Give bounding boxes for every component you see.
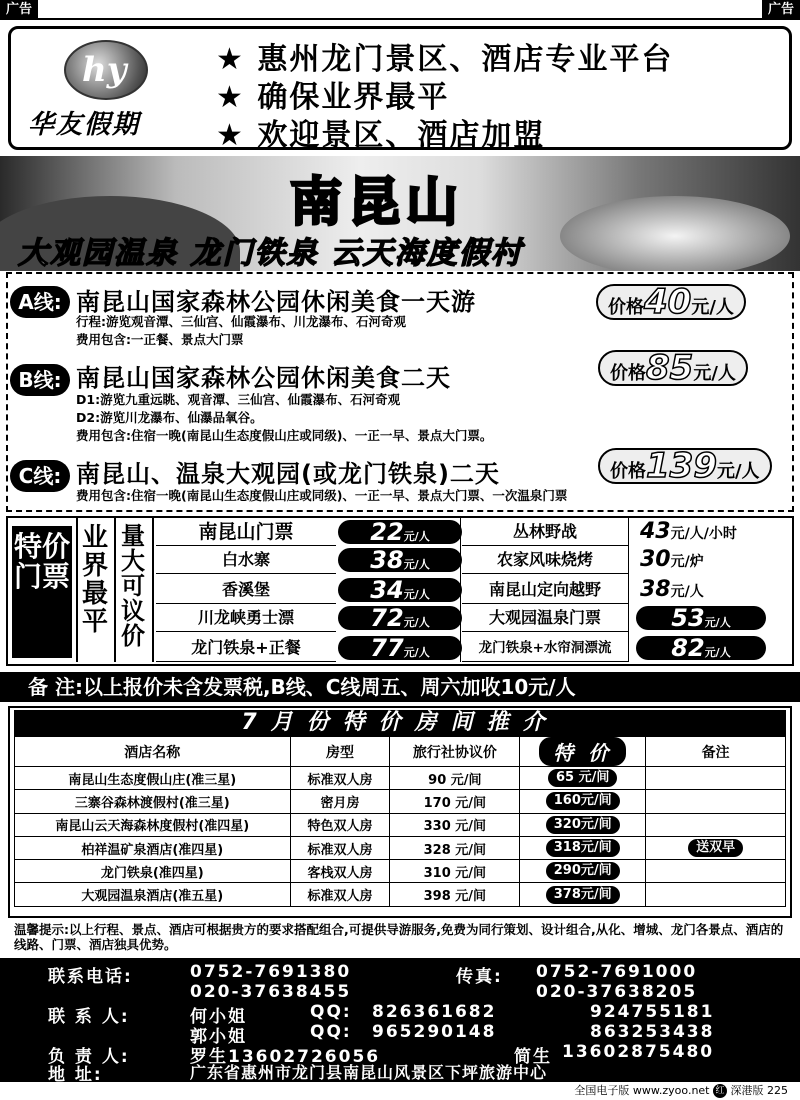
ticket-name: 南昆山门票 bbox=[156, 518, 336, 546]
ticket-name: 川龙峡勇士漂 bbox=[156, 604, 336, 632]
route-c-badge: C线: bbox=[10, 460, 70, 492]
route-c-title: 南昆山、温泉大观园(或龙门铁泉)二天 bbox=[76, 460, 500, 488]
note-bar: 备 注:以上报价未含发票税,B线、C线周五、周六加收10元/人 bbox=[0, 672, 800, 702]
ticket-price-pill bbox=[338, 636, 462, 660]
pool-shape bbox=[560, 196, 790, 271]
hotel-name-cell: 南昆山云天海森林度假村(准四星) bbox=[15, 813, 291, 836]
agency-price-cell: 398 元/间 bbox=[390, 883, 520, 906]
ticket-price-value: 38 bbox=[370, 546, 404, 574]
special-price-cell bbox=[520, 836, 646, 859]
ticket-price-value: 77 bbox=[370, 634, 404, 662]
special-price-cell bbox=[520, 860, 646, 883]
route-c-line-1: 费用包含:住宿一晚(南昆山生态度假山庄或同级)、一正一早、景点大门票、一次温泉门票 bbox=[76, 488, 568, 503]
ticket-divider bbox=[76, 518, 78, 662]
ticket-price-unit: 元/人 bbox=[704, 616, 731, 629]
ticket-price-value: 82 bbox=[671, 634, 705, 662]
ticket-price-unit: 元/人 bbox=[670, 584, 704, 600]
hotel-name-cell: 大观园温泉酒店(准五星) bbox=[15, 883, 291, 906]
tickets-col-lowest: 业界最平 bbox=[81, 523, 108, 637]
hotel-row bbox=[15, 883, 786, 906]
special-price-cell bbox=[520, 883, 646, 906]
agency-price-cell: 310 元/间 bbox=[390, 860, 520, 883]
ticket-price-pill bbox=[338, 548, 462, 572]
fax-label: 传真: bbox=[456, 967, 503, 987]
footer bbox=[0, 1082, 800, 1100]
route-b-line-1: D1:游览九重远眺、观音潭、三仙宫、仙霞瀑布、石河奇观 bbox=[76, 392, 401, 407]
col-special-price bbox=[520, 737, 646, 767]
ticket-price-unit: 元/人 bbox=[403, 588, 430, 601]
agency-price-cell: 90 元/间 bbox=[390, 767, 520, 790]
price-label: 价格 bbox=[610, 461, 646, 482]
ticket-name: 大观园温泉门票 bbox=[462, 604, 628, 632]
route-a-title: 南昆山国家森林公园休闲美食一天游 bbox=[76, 288, 476, 316]
ticket-price bbox=[640, 547, 704, 572]
tickets-side-label: 特价门票 bbox=[12, 526, 72, 658]
hotel-name-cell: 南昆山生态度假山庄(准三星) bbox=[15, 767, 291, 790]
ticket-divider bbox=[628, 518, 629, 662]
logo-mark: hy bbox=[82, 50, 127, 90]
special-price-pill: 160元/间 bbox=[546, 792, 620, 810]
route-a-price bbox=[596, 284, 746, 320]
special-price-cell bbox=[520, 790, 646, 813]
ticket-name: 丛林野战 bbox=[462, 518, 628, 546]
phone-label: 联系电话: bbox=[48, 967, 133, 987]
ticket-price-unit: 元/人 bbox=[403, 530, 430, 543]
price-value: 85 bbox=[646, 348, 694, 388]
qq-label-2: QQ: bbox=[310, 1022, 352, 1042]
hotel-row bbox=[15, 836, 786, 859]
agency-price-cell: 328 元/间 bbox=[390, 836, 520, 859]
qq-3: 924755181 bbox=[590, 1002, 715, 1022]
special-price-cell bbox=[520, 767, 646, 790]
price-label: 价格 bbox=[610, 363, 646, 384]
hotel-row bbox=[15, 860, 786, 883]
ticket-name: 农家风味烧烤 bbox=[462, 546, 628, 574]
ticket-price-unit: 元/人 bbox=[403, 558, 430, 571]
ticket-price-unit: 元/人 bbox=[403, 646, 430, 659]
person-1: 何小姐 bbox=[190, 1007, 247, 1027]
remark-cell bbox=[646, 790, 786, 813]
hotel-name-cell: 三寨谷森林渡假村(准三星) bbox=[15, 790, 291, 813]
person-label: 联 系 人: bbox=[48, 1007, 130, 1027]
col-agency-price: 旅行社协议价 bbox=[390, 737, 520, 767]
logo-text: 华友假期 bbox=[28, 110, 141, 140]
hotel-name-cell: 柏祥温矿泉酒店(准四星) bbox=[15, 836, 291, 859]
col-room-type: 房型 bbox=[290, 737, 390, 767]
ticket-price-pill bbox=[338, 578, 462, 602]
person-2: 郭小姐 bbox=[190, 1027, 247, 1047]
ticket-price-value: 22 bbox=[370, 518, 404, 546]
route-a-line-1: 行程:游览观音潭、三仙宫、仙霞瀑布、川龙瀑布、石河奇观 bbox=[76, 314, 406, 329]
price-unit: 元/人 bbox=[693, 363, 736, 384]
ticket-price-unit: 元/人 bbox=[704, 646, 731, 659]
phone-1: 0752-7691380 bbox=[190, 962, 352, 982]
hotel-name-cell: 龙门铁泉(准四星) bbox=[15, 860, 291, 883]
route-a-badge: A线: bbox=[10, 286, 70, 318]
banner-subtitle: 大观园温泉 龙门铁泉 云天海度假村 bbox=[18, 236, 523, 271]
price-label: 价格 bbox=[608, 297, 644, 318]
ticket-price-value: 53 bbox=[671, 604, 705, 632]
agency-price-cell: 170 元/间 bbox=[390, 790, 520, 813]
ticket-price-unit: 元/人 bbox=[403, 616, 430, 629]
remark-cell bbox=[646, 767, 786, 790]
slogan-1: ★ 惠州龙门景区、酒店专业平台 bbox=[216, 42, 674, 77]
route-c-price bbox=[598, 448, 772, 484]
contact-panel bbox=[0, 958, 800, 1085]
phone-2: 020-37638455 bbox=[190, 982, 352, 1002]
footer-edition: 深港版 bbox=[730, 1084, 764, 1097]
special-price-cell bbox=[520, 813, 646, 836]
remark-cell bbox=[646, 813, 786, 836]
ticket-name: 南昆山定向越野 bbox=[462, 576, 628, 604]
qq-label-1: QQ: bbox=[310, 1002, 352, 1022]
hotel-table bbox=[14, 736, 786, 907]
ticket-price-unit: 元/人/小时 bbox=[670, 526, 737, 542]
special-price-pill: 320元/间 bbox=[546, 816, 620, 834]
hotel-row bbox=[15, 790, 786, 813]
agency-price-cell: 330 元/间 bbox=[390, 813, 520, 836]
remark-cell bbox=[646, 883, 786, 906]
special-price-pill: 290元/间 bbox=[546, 862, 620, 880]
ticket-price bbox=[640, 577, 704, 602]
remark-cell bbox=[646, 860, 786, 883]
room-type-cell: 标准双人房 bbox=[290, 767, 390, 790]
route-b-line-3: 费用包含:住宿一晚(南昆山生态度假山庄或同级)、一正一早、景点大门票。 bbox=[76, 428, 493, 443]
ticket-price-unit: 元/炉 bbox=[670, 554, 704, 570]
lead-2: 13602875480 bbox=[562, 1042, 715, 1062]
special-header-pill: 特 价 bbox=[539, 737, 626, 766]
remark-pill: 送双早 bbox=[688, 839, 743, 857]
ticket-divider bbox=[152, 518, 154, 662]
ticket-price-value: 43 bbox=[640, 519, 671, 544]
address: 广东省惠州市龙门县南昆山风景区下坪旅游中心 bbox=[190, 1063, 548, 1082]
ticket-price-value: 38 bbox=[640, 577, 671, 602]
footer-site: 全国电子版 www.zyoo.net bbox=[574, 1084, 710, 1097]
ticket-divider bbox=[460, 518, 461, 662]
route-b-badge: B线: bbox=[10, 364, 70, 396]
ticket-price-value: 34 bbox=[370, 576, 404, 604]
special-price-pill: 65 元/间 bbox=[548, 769, 617, 787]
col-remark: 备注 bbox=[646, 737, 786, 767]
address-label: 地 址: bbox=[48, 1065, 103, 1085]
special-price-pill: 318元/间 bbox=[546, 839, 620, 857]
route-b-line-2: D2:游览川龙瀑布、仙瀑品氧谷。 bbox=[76, 410, 263, 425]
remark-cell bbox=[646, 836, 786, 859]
route-b-title: 南昆山国家森林公园休闲美食二天 bbox=[76, 364, 451, 392]
room-type-cell: 客栈双人房 bbox=[290, 860, 390, 883]
slogan-2: ★ 确保业界最平 bbox=[216, 80, 450, 115]
qq-1: 826361682 bbox=[372, 1002, 497, 1022]
ad-tag-left: 广告 bbox=[0, 0, 38, 20]
room-type-cell: 特色双人房 bbox=[290, 813, 390, 836]
lead-label: 负 责 人: bbox=[48, 1047, 130, 1067]
col-hotel-name: 酒店名称 bbox=[15, 737, 291, 767]
banner-title: 南昆山 bbox=[290, 173, 465, 233]
ticket-price bbox=[640, 519, 737, 544]
fax-2: 020-37638205 bbox=[536, 982, 698, 1002]
qq-4: 863253438 bbox=[590, 1022, 715, 1042]
ticket-price-pill bbox=[338, 520, 462, 544]
footer-page: 225 bbox=[767, 1084, 788, 1097]
hotel-row bbox=[15, 767, 786, 790]
room-type-cell: 标准双人房 bbox=[290, 883, 390, 906]
ticket-price-pill bbox=[636, 636, 766, 660]
ticket-price-pill bbox=[338, 606, 462, 630]
ticket-name: 龙门铁泉+水帘洞漂流 bbox=[462, 634, 628, 662]
room-type-cell: 密月房 bbox=[290, 790, 390, 813]
ticket-name: 白水寨 bbox=[156, 546, 336, 574]
price-unit: 元/人 bbox=[716, 461, 760, 482]
price-unit: 元/人 bbox=[691, 297, 734, 318]
hotel-row bbox=[15, 813, 786, 836]
slogan-3: ★ 欢迎景区、酒店加盟 bbox=[216, 118, 546, 153]
ticket-name: 香溪堡 bbox=[156, 576, 336, 604]
edition-badge-icon: 红 bbox=[713, 1084, 727, 1098]
ticket-name: 龙门铁泉+正餐 bbox=[156, 634, 336, 662]
hotel-heading: 7月份特价房间推介 bbox=[14, 710, 786, 736]
route-a-line-2: 费用包含:一正餐、景点大门票 bbox=[76, 332, 244, 347]
price-value: 40 bbox=[644, 282, 692, 322]
hotel-table-header bbox=[15, 737, 786, 767]
fax-1: 0752-7691000 bbox=[536, 962, 698, 982]
ticket-price-value: 72 bbox=[370, 604, 404, 632]
route-b-price bbox=[598, 350, 748, 386]
ticket-divider bbox=[114, 518, 116, 662]
ticket-price-value: 30 bbox=[640, 547, 671, 572]
ad-tag-right: 广告 bbox=[762, 0, 800, 20]
room-type-cell: 标准双人房 bbox=[290, 836, 390, 859]
top-rule bbox=[0, 18, 800, 20]
qq-2: 965290148 bbox=[372, 1022, 497, 1042]
ticket-price-pill bbox=[636, 606, 766, 630]
lead-2-label: 简生 bbox=[514, 1047, 552, 1067]
tickets-col-bulk: 量大可议价 bbox=[121, 522, 145, 650]
lead-1: 罗生13602726056 bbox=[190, 1047, 381, 1067]
tips-text: 温馨提示:以上行程、景点、酒店可根据贵方的要求搭配组合,可提供导游服务,免费为同行策划、设计组合,从化、增城、龙门各景点、酒店的线路、门票、酒店独具优势。 bbox=[14, 922, 784, 952]
price-value: 139 bbox=[646, 446, 717, 486]
special-price-pill: 378元/间 bbox=[546, 886, 620, 904]
